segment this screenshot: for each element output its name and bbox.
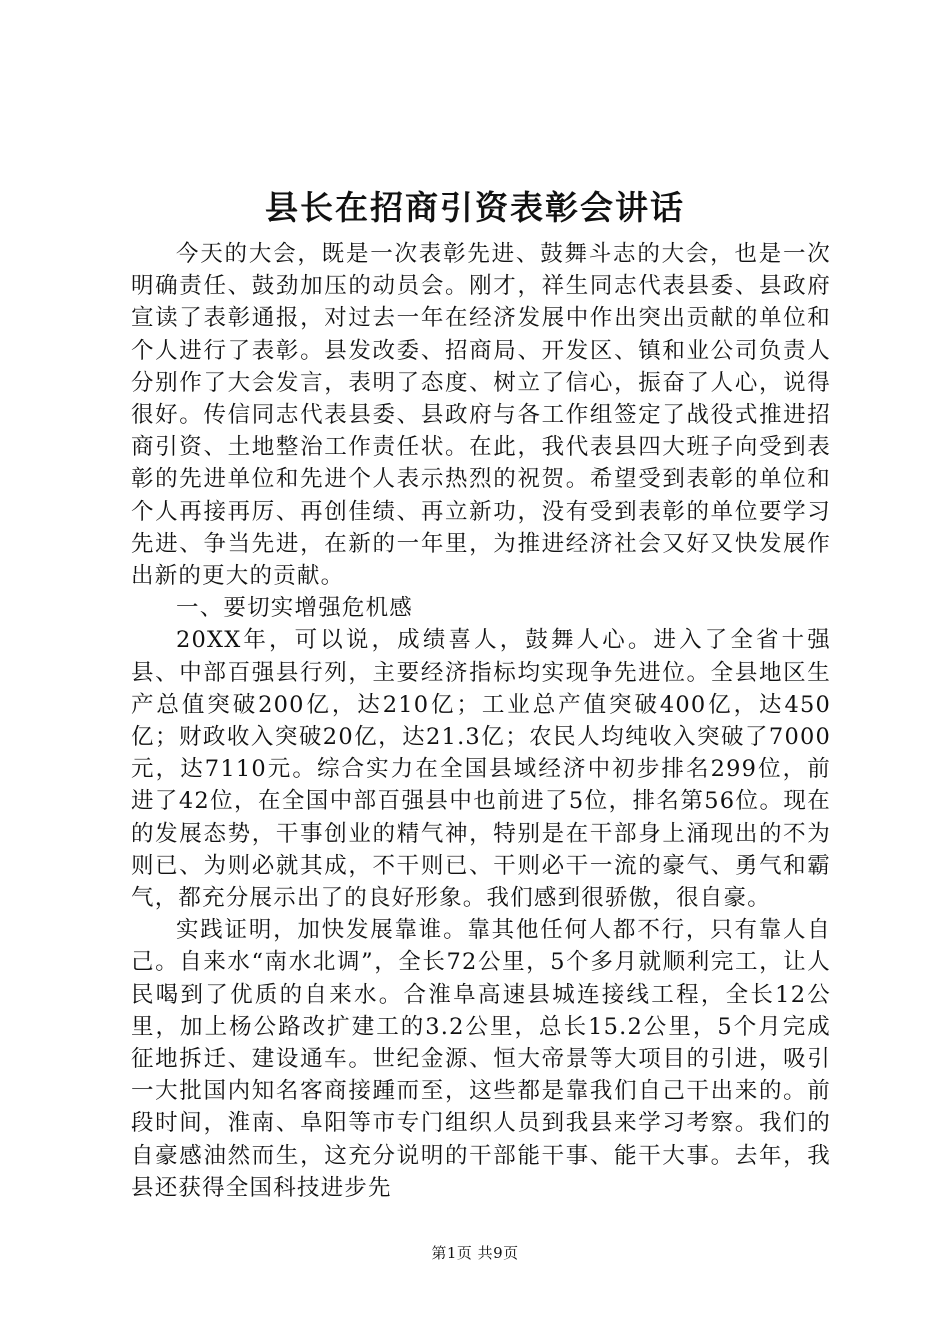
- section-heading: 一、要切实增强危机感: [176, 595, 414, 622]
- document-body: [131, 238, 831, 1204]
- paragraph: 20XX年，可以说，成绩喜人，鼓舞人心。进入了全省十强县、中部百强县行列，主要经济指标均实现争先进位。全县地区生产总值突破200亿，达210亿；工业总产值突破400亿，达450亿；财政收入突破20亿，达21.3亿；农民人均纯收入突破了7000元，达7110元。综合实力在全国县域经济中初步排名299位，前进了42位，在全国中部百强县中也前进了5位，排名第56位。现在的发展态势，干事创业的精气神，特别是在干部身上涌现出的不为则已、为则必就其成，不干则已、干则必干一流的豪气、勇气和霸气，都充分展示出了的良好形象。我们感到很骄傲，很自豪。: [131, 627, 831, 912]
- paragraph: 实践证明，加快发展靠谁。靠其他任何人都不行，只有靠人自己。自来水“南水北调”，全长72公里，5个多月就顺利完工，让人民喝到了优质的自来水。合淮阜高速县城连接线工程，全长12公里，加上杨公路改扩建工的3.2公里，总长15.2公里，5个月完成征地拆迁、建设通车。世纪金源、恒大帝景等大项目的引进，吸引一大批国内知名客商接踵而至，这些都是靠我们自己干出来的。前段时间，淮南、阜阳等市专门组织人员到我县来学习考察。我们的自豪感油然而生，这充分说明的干部能干事、能干大事。去年，我县还获得全国科技进步先: [131, 917, 831, 1201]
- document-title: 县长在招商引资表彰会讲话: [265, 188, 685, 227]
- paragraph: 今天的大会，既是一次表彰先进、鼓舞斗志的大会，也是一次明确责任、鼓劲加压的动员会。刚才，祥生同志代表县委、县政府宣读了表彰通报，对过去一年在经济发展中作出突出贡献的单位和个人进行了表彰。县发改委、招商局、开发区、镇和业公司负责人分别作了大会发言，表明了态度、树立了信心，振奋了人心，说得很好。传信同志代表县委、县政府与各工作组签定了战役式推进招商引资、土地整治工作责任状。在此，我代表县四大班子向受到表彰的先进单位和先进个人表示热烈的祝贺。希望受到表彰的单位和个人再接再厉、再创佳绩、再立新功，没有受到表彰的单位要学习先进、争当先进，在新的一年里，为推进经济社会又好又快发展作出新的更大的贡献。: [131, 241, 831, 590]
- page-number-footer: 第1页 共9页: [431, 1244, 519, 1262]
